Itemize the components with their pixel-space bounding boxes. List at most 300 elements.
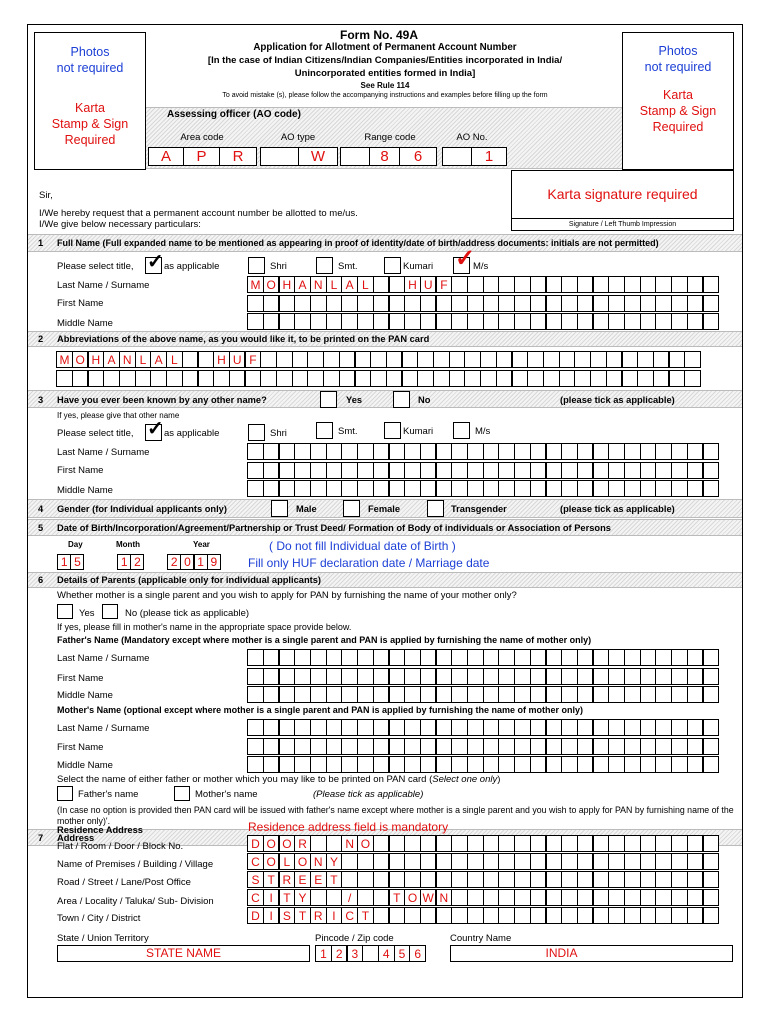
s2-abbrev-grid-1-cell[interactable]: A [103, 351, 120, 368]
s6-father-first-name-grid-cell[interactable] [608, 668, 625, 685]
s7-town-grid-cell[interactable] [420, 907, 437, 924]
s2-abbrev-grid-1-cell[interactable] [622, 351, 639, 368]
s7-road-grid-cell[interactable] [483, 871, 500, 888]
s6-no-checkbox[interactable] [102, 604, 118, 619]
s7-premises-grid-cell[interactable] [671, 853, 688, 870]
s2-abbrev-grid-2-cell[interactable] [606, 370, 623, 387]
s6-mother-middle-name-grid-cell[interactable] [624, 756, 641, 773]
s6-mother-first-name-grid-cell[interactable] [294, 738, 311, 755]
s6-mother-first-name-grid-cell[interactable] [310, 738, 327, 755]
s6-father-first-name-grid-cell[interactable] [436, 668, 453, 685]
s6-mother-middle-name-grid-cell[interactable] [530, 756, 547, 773]
s6-mother-first-name-grid-cell[interactable] [341, 738, 358, 755]
s3-middle-name-grid-cell[interactable] [561, 480, 578, 497]
s3-last-name-grid-cell[interactable] [247, 443, 264, 460]
s7-flat-grid-cell[interactable]: N [341, 835, 358, 852]
s7-town-grid-cell[interactable] [640, 907, 657, 924]
s6-mother-first-name-grid-cell[interactable] [546, 738, 563, 755]
s1-first-name-grid-cell[interactable] [498, 295, 515, 312]
s6-mother-last-name-grid-cell[interactable] [420, 719, 437, 736]
s1-last-name-grid-cell[interactable]: O [263, 276, 280, 293]
s2-abbrev-grid-1-cell[interactable] [543, 351, 560, 368]
s6-father-first-name-grid-cell[interactable] [624, 668, 641, 685]
s2-abbrev-grid-1-cell[interactable] [182, 351, 199, 368]
s3-first-name-grid-cell[interactable] [514, 462, 531, 479]
s2-abbrev-grid-1-cell[interactable] [339, 351, 356, 368]
s1-first-name-grid-cell[interactable] [608, 295, 625, 312]
ao-area-2[interactable]: P [183, 147, 220, 166]
s1-first-name-grid-cell[interactable] [357, 295, 374, 312]
s2-abbrev-grid-1-cell[interactable] [433, 351, 450, 368]
ao-area-3[interactable]: R [219, 147, 257, 166]
s3-first-name-grid-cell[interactable] [373, 462, 390, 479]
s6-father-middle-name-grid-cell[interactable] [640, 686, 657, 703]
s7-road-grid-cell[interactable]: T [326, 871, 343, 888]
s7-area-grid-cell[interactable] [530, 889, 547, 906]
s1-middle-name-grid-cell[interactable] [577, 313, 594, 330]
s6-mother-first-name-grid-cell[interactable] [436, 738, 453, 755]
s6-mother-middle-name-grid-cell[interactable] [326, 756, 343, 773]
s3-middle-name-grid-cell[interactable] [703, 480, 720, 497]
s2-abbrev-grid-1-cell[interactable] [323, 351, 340, 368]
s6-father-first-name-grid-cell[interactable] [326, 668, 343, 685]
s7-road-grid-cell[interactable] [341, 871, 358, 888]
s2-abbrev-grid-2-cell[interactable] [653, 370, 670, 387]
s1-first-name-grid-cell[interactable] [420, 295, 437, 312]
s7-premises-grid-cell[interactable] [530, 853, 547, 870]
s2-abbrev-grid-1-cell[interactable] [464, 351, 481, 368]
s6-father-first-name-grid-cell[interactable] [514, 668, 531, 685]
s1-last-name-grid-cell[interactable] [561, 276, 578, 293]
s7-premises-grid-cell[interactable]: N [310, 853, 327, 870]
s3-smt-checkbox[interactable] [316, 422, 333, 439]
s7-flat-grid-cell[interactable] [530, 835, 547, 852]
s6-father-last-name-grid-cell[interactable] [498, 649, 515, 666]
s4-female-checkbox[interactable] [343, 500, 360, 517]
s6-father-first-name-grid-cell[interactable] [341, 668, 358, 685]
s3-first-name-grid-cell[interactable] [436, 462, 453, 479]
s7-premises-grid-cell[interactable]: O [294, 853, 311, 870]
s7-road-grid[interactable] [248, 871, 719, 888]
s3-last-name-grid-cell[interactable] [577, 443, 594, 460]
s7-area-grid-cell[interactable] [357, 889, 374, 906]
s3-middle-name-grid-cell[interactable] [514, 480, 531, 497]
s3-middle-name-grid-cell[interactable] [389, 480, 406, 497]
s3-middle-name-grid-cell[interactable] [640, 480, 657, 497]
s6-father-last-name-grid-cell[interactable] [389, 649, 406, 666]
s6-mother-middle-name-grid-cell[interactable] [279, 756, 296, 773]
s7-flat-grid-cell[interactable]: O [263, 835, 280, 852]
s5-day-1[interactable]: 1 [57, 554, 71, 570]
s2-abbrev-grid-2-cell[interactable] [150, 370, 167, 387]
s2-abbrev-grid-1-cell[interactable] [637, 351, 654, 368]
s7-road-grid-cell[interactable] [624, 871, 641, 888]
s6-father-middle-name-grid-cell[interactable] [593, 686, 610, 703]
s6-father-last-name-grid-cell[interactable] [373, 649, 390, 666]
s6-mother-last-name-grid-cell[interactable] [593, 719, 610, 736]
s7-area-grid-cell[interactable] [467, 889, 484, 906]
s2-abbrev-grid-2-cell[interactable] [370, 370, 387, 387]
s6-mother-middle-name-grid-cell[interactable] [514, 756, 531, 773]
s6-father-last-name-grid-cell[interactable] [279, 649, 296, 666]
ao-range-2[interactable]: 8 [369, 147, 400, 166]
s6-mother-last-name-grid-cell[interactable] [483, 719, 500, 736]
s3-first-name-grid-cell[interactable] [279, 462, 296, 479]
s6-mother-middle-name-grid-cell[interactable] [655, 756, 672, 773]
s6-mother-middle-name-grid-cell[interactable] [451, 756, 468, 773]
s3-middle-name-grid-cell[interactable] [420, 480, 437, 497]
s1-last-name-grid-cell[interactable] [624, 276, 641, 293]
s1-middle-name-grid-cell[interactable] [263, 313, 280, 330]
s7-town-grid-cell[interactable] [577, 907, 594, 924]
s6-father-last-name-grid-cell[interactable] [404, 649, 421, 666]
s3-last-name-grid-cell[interactable] [498, 443, 515, 460]
s6-mother-first-name-grid-cell[interactable] [561, 738, 578, 755]
s2-abbrev-grid-2-cell[interactable] [276, 370, 293, 387]
s6-mother-middle-name-grid-cell[interactable] [420, 756, 437, 773]
s6-mother-first-name-grid-cell[interactable] [671, 738, 688, 755]
s1-middle-name-grid-cell[interactable] [687, 313, 704, 330]
s6-mother-middle-name-grid-cell[interactable] [294, 756, 311, 773]
s2-abbrev-grid-1-cell[interactable] [402, 351, 419, 368]
s1-last-name-grid-cell[interactable]: F [436, 276, 453, 293]
s6-mother-middle-name-grid-cell[interactable] [310, 756, 327, 773]
s7-area-grid-cell[interactable] [373, 889, 390, 906]
s7-road-grid-cell[interactable] [608, 871, 625, 888]
s2-abbrev-grid-1-cell[interactable] [512, 351, 529, 368]
s1-last-name-grid-cell[interactable] [389, 276, 406, 293]
s2-abbrev-grid-2-cell[interactable] [574, 370, 591, 387]
s7-area-grid-cell[interactable] [498, 889, 515, 906]
s7-area-grid-cell[interactable] [593, 889, 610, 906]
s3-last-name-grid-cell[interactable] [373, 443, 390, 460]
s7-premises-grid-cell[interactable] [655, 853, 672, 870]
s1-middle-name-grid-cell[interactable] [640, 313, 657, 330]
s7-flat-grid-cell[interactable] [467, 835, 484, 852]
s1-first-name-grid-cell[interactable] [483, 295, 500, 312]
s7-area-grid-cell[interactable] [703, 889, 720, 906]
s6-mother-middle-name-grid-cell[interactable] [593, 756, 610, 773]
s3-first-name-grid-cell[interactable] [703, 462, 720, 479]
s7-town-grid-cell[interactable] [467, 907, 484, 924]
s7-area-grid-cell[interactable]: I [263, 889, 280, 906]
s7-flat-grid-cell[interactable] [514, 835, 531, 852]
s1-kumari-checkbox[interactable] [384, 257, 401, 274]
s6-mother-middle-name-grid-cell[interactable] [687, 756, 704, 773]
s1-middle-name-grid-cell[interactable] [530, 313, 547, 330]
s1-first-name-grid-cell[interactable] [640, 295, 657, 312]
s6-father-middle-name-grid-cell[interactable] [514, 686, 531, 703]
s3-first-name-grid-cell[interactable] [530, 462, 547, 479]
s7-flat-grid-cell[interactable] [483, 835, 500, 852]
s6-father-middle-name-grid-cell[interactable] [577, 686, 594, 703]
s2-abbrev-grid-1-cell[interactable] [606, 351, 623, 368]
s6-mother-middle-name-grid-cell[interactable] [357, 756, 374, 773]
s6-father-middle-name-grid-cell[interactable] [703, 686, 720, 703]
s6-mother-first-name-grid-cell[interactable] [373, 738, 390, 755]
s2-abbrev-grid-2-cell[interactable] [72, 370, 89, 387]
s5-year-3[interactable]: 1 [194, 554, 208, 570]
s6-father-middle-name-grid-cell[interactable] [655, 686, 672, 703]
s7-town-grid-cell[interactable] [624, 907, 641, 924]
s7-flat-grid-cell[interactable] [326, 835, 343, 852]
s3-first-name-grid-cell[interactable] [687, 462, 704, 479]
s6-father-last-name-grid-cell[interactable] [608, 649, 625, 666]
s7-flat-grid-cell[interactable]: O [279, 835, 296, 852]
s3-first-name-grid-cell[interactable] [341, 462, 358, 479]
s7-town-grid-cell[interactable]: I [326, 907, 343, 924]
s6-father-first-name-grid[interactable] [248, 668, 719, 685]
s6-father-first-name-grid-cell[interactable] [263, 668, 280, 685]
s3-middle-name-grid-cell[interactable] [687, 480, 704, 497]
s6-mother-last-name-grid-cell[interactable] [687, 719, 704, 736]
s7-road-grid-cell[interactable] [467, 871, 484, 888]
s7-flat-grid-cell[interactable] [546, 835, 563, 852]
s2-abbrev-grid-2[interactable] [57, 370, 701, 387]
s6-father-last-name-grid-cell[interactable] [624, 649, 641, 666]
s7-flat-grid-cell[interactable] [310, 835, 327, 852]
ao-range-1[interactable] [340, 147, 370, 166]
s3-last-name-grid-cell[interactable] [483, 443, 500, 460]
s1-middle-name-grid[interactable] [248, 313, 719, 330]
s7-town-grid-cell[interactable] [498, 907, 515, 924]
s2-abbrev-grid-1[interactable] [57, 351, 701, 368]
s5-month-grid[interactable] [118, 554, 144, 570]
s6-mother-first-name-grid-cell[interactable] [279, 738, 296, 755]
s6-father-last-name-grid-cell[interactable] [247, 649, 264, 666]
s1-middle-name-grid-cell[interactable] [436, 313, 453, 330]
s7-road-grid-cell[interactable]: R [279, 871, 296, 888]
s3-last-name-grid-cell[interactable] [671, 443, 688, 460]
s7-area-grid-cell[interactable]: C [247, 889, 264, 906]
s7-town-grid-cell[interactable] [389, 907, 406, 924]
s2-abbrev-grid-2-cell[interactable] [103, 370, 120, 387]
s6-father-first-name-grid-cell[interactable] [404, 668, 421, 685]
s7-area-grid-cell[interactable]: T [389, 889, 406, 906]
s2-abbrev-grid-2-cell[interactable] [637, 370, 654, 387]
s2-abbrev-grid-2-cell[interactable] [402, 370, 419, 387]
s7-flat-grid-cell[interactable] [404, 835, 421, 852]
s7-pincode-grid-cell[interactable]: 3 [347, 945, 364, 962]
s7-flat-grid-cell[interactable] [608, 835, 625, 852]
s3-first-name-grid-cell[interactable] [498, 462, 515, 479]
s6-father-middle-name-grid-cell[interactable] [404, 686, 421, 703]
s6-yes-checkbox[interactable] [57, 604, 73, 619]
s1-middle-name-grid-cell[interactable] [294, 313, 311, 330]
s6-mother-last-name-grid-cell[interactable] [624, 719, 641, 736]
s1-last-name-grid-cell[interactable] [514, 276, 531, 293]
s6-mother-last-name-grid[interactable] [248, 719, 719, 736]
s6-mother-last-name-grid-cell[interactable] [561, 719, 578, 736]
s1-middle-name-grid-cell[interactable] [341, 313, 358, 330]
s6-mother-middle-name-grid-cell[interactable] [404, 756, 421, 773]
s1-middle-name-grid-cell[interactable] [671, 313, 688, 330]
s6-mother-first-name-grid-cell[interactable] [357, 738, 374, 755]
s6-mother-last-name-grid-cell[interactable] [530, 719, 547, 736]
s6-father-middle-name-grid-cell[interactable] [624, 686, 641, 703]
s7-premises-grid-cell[interactable] [593, 853, 610, 870]
s2-abbrev-grid-1-cell[interactable]: M [56, 351, 73, 368]
s6-father-middle-name-grid[interactable] [248, 686, 719, 703]
s3-first-name-grid-cell[interactable] [294, 462, 311, 479]
s7-flat-grid-cell[interactable] [373, 835, 390, 852]
s3-middle-name-grid-cell[interactable] [357, 480, 374, 497]
s6-father-middle-name-grid-cell[interactable] [263, 686, 280, 703]
s1-last-name-grid-cell[interactable] [593, 276, 610, 293]
s3-last-name-grid-cell[interactable] [326, 443, 343, 460]
s1-first-name-grid-cell[interactable] [404, 295, 421, 312]
s6-father-middle-name-grid-cell[interactable] [546, 686, 563, 703]
s4-transgender-checkbox[interactable] [427, 500, 444, 517]
s1-first-name-grid-cell[interactable] [263, 295, 280, 312]
s2-abbrev-grid-1-cell[interactable]: H [88, 351, 105, 368]
s3-first-name-grid-cell[interactable] [483, 462, 500, 479]
s7-area-grid-cell[interactable] [326, 889, 343, 906]
s7-area-grid-cell[interactable] [561, 889, 578, 906]
s1-first-name-grid-cell[interactable] [341, 295, 358, 312]
s7-road-grid-cell[interactable]: S [247, 871, 264, 888]
s7-premises-grid-cell[interactable] [341, 853, 358, 870]
s6-mother-first-name-grid-cell[interactable] [420, 738, 437, 755]
s1-last-name-grid-cell[interactable] [687, 276, 704, 293]
s3-last-name-grid-cell[interactable] [640, 443, 657, 460]
s2-abbrev-grid-2-cell[interactable] [135, 370, 152, 387]
s3-middle-name-grid-cell[interactable] [608, 480, 625, 497]
s2-abbrev-grid-1-cell[interactable] [307, 351, 324, 368]
s6-father-last-name-grid-cell[interactable] [546, 649, 563, 666]
s3-first-name-grid-cell[interactable] [404, 462, 421, 479]
s2-abbrev-grid-1-cell[interactable]: O [72, 351, 89, 368]
s6-mother-middle-name-grid-cell[interactable] [498, 756, 515, 773]
s6-father-middle-name-grid-cell[interactable] [357, 686, 374, 703]
s6-father-first-name-grid-cell[interactable] [703, 668, 720, 685]
s6-father-last-name-grid-cell[interactable] [420, 649, 437, 666]
s6-father-middle-name-grid-cell[interactable] [687, 686, 704, 703]
s7-town-grid-cell[interactable] [546, 907, 563, 924]
s6-father-last-name-grid-cell[interactable] [467, 649, 484, 666]
s7-town-grid-cell[interactable]: T [294, 907, 311, 924]
s6-father-middle-name-grid-cell[interactable] [436, 686, 453, 703]
s6-father-first-name-grid-cell[interactable] [279, 668, 296, 685]
s6-mother-last-name-grid-cell[interactable] [247, 719, 264, 736]
s7-town-grid-cell[interactable] [608, 907, 625, 924]
s1-last-name-grid-cell[interactable] [703, 276, 720, 293]
s1-first-name-grid-cell[interactable] [389, 295, 406, 312]
s7-town-grid-cell[interactable]: S [279, 907, 296, 924]
s7-pincode-grid-cell[interactable]: 6 [409, 945, 426, 962]
s7-flat-grid-cell[interactable]: R [294, 835, 311, 852]
s7-premises-grid-cell[interactable] [608, 853, 625, 870]
s6-father-last-name-grid-cell[interactable] [436, 649, 453, 666]
s6-mother-middle-name-grid-cell[interactable] [341, 756, 358, 773]
s7-area-grid-cell[interactable] [451, 889, 468, 906]
s3-first-name-grid-cell[interactable] [263, 462, 280, 479]
s6-mother-first-name-grid-cell[interactable] [498, 738, 515, 755]
s3-last-name-grid-cell[interactable] [655, 443, 672, 460]
s3-middle-name-grid-cell[interactable] [483, 480, 500, 497]
s1-middle-name-grid-cell[interactable] [514, 313, 531, 330]
s6-mother-first-name-grid-cell[interactable] [389, 738, 406, 755]
s7-town-grid-cell[interactable] [404, 907, 421, 924]
s1-first-name-grid-cell[interactable] [655, 295, 672, 312]
s2-abbrev-grid-2-cell[interactable] [480, 370, 497, 387]
s6-mother-last-name-grid-cell[interactable] [263, 719, 280, 736]
s7-premises-grid-cell[interactable] [420, 853, 437, 870]
s7-area-grid-cell[interactable]: N [436, 889, 453, 906]
s1-middle-name-grid-cell[interactable] [310, 313, 327, 330]
s7-pincode-grid-cell[interactable]: 5 [394, 945, 411, 962]
s7-flat-grid-cell[interactable] [671, 835, 688, 852]
s3-last-name-grid-cell[interactable] [341, 443, 358, 460]
s1-shri-checkbox[interactable] [248, 257, 265, 274]
s3-last-name-grid-cell[interactable] [310, 443, 327, 460]
s1-smt-checkbox[interactable] [316, 257, 333, 274]
s6-mother-first-name-grid-cell[interactable] [530, 738, 547, 755]
ao-range-3[interactable]: 6 [399, 147, 437, 166]
s6-father-last-name-grid-cell[interactable] [357, 649, 374, 666]
s6-mother-first-name-grid-cell[interactable] [687, 738, 704, 755]
s3-first-name-grid-cell[interactable] [326, 462, 343, 479]
s3-middle-name-grid-cell[interactable] [593, 480, 610, 497]
s6-mother-middle-name-grid-cell[interactable] [436, 756, 453, 773]
s1-last-name-grid-cell[interactable] [671, 276, 688, 293]
s6-father-last-name-grid-cell[interactable] [530, 649, 547, 666]
s7-premises-grid-cell[interactable] [436, 853, 453, 870]
s6-mother-last-name-grid-cell[interactable] [451, 719, 468, 736]
s7-area-grid-cell[interactable]: T [279, 889, 296, 906]
s6-father-middle-name-grid-cell[interactable] [498, 686, 515, 703]
s7-premises-grid-cell[interactable] [483, 853, 500, 870]
s6-father-last-name-grid-cell[interactable] [514, 649, 531, 666]
s1-middle-name-grid-cell[interactable] [483, 313, 500, 330]
s1-middle-name-grid-cell[interactable] [247, 313, 264, 330]
s1-middle-name-grid-cell[interactable] [546, 313, 563, 330]
s7-town-grid-cell[interactable] [483, 907, 500, 924]
s2-abbrev-grid-1-cell[interactable] [260, 351, 277, 368]
s6-father-middle-name-grid-cell[interactable] [467, 686, 484, 703]
s6-father-first-name-grid-cell[interactable] [451, 668, 468, 685]
s2-abbrev-grid-1-cell[interactable]: U [229, 351, 246, 368]
s6-mother-first-name-grid-cell[interactable] [703, 738, 720, 755]
s7-town-grid-cell[interactable] [655, 907, 672, 924]
s7-flat-grid-cell[interactable] [655, 835, 672, 852]
s1-last-name-grid-cell[interactable]: A [341, 276, 358, 293]
s1-first-name-grid-cell[interactable] [326, 295, 343, 312]
s7-area-grid-cell[interactable] [608, 889, 625, 906]
s6-father-last-name-grid-cell[interactable] [577, 649, 594, 666]
s1-first-name-grid-cell[interactable] [703, 295, 720, 312]
s3-middle-name-grid-cell[interactable] [341, 480, 358, 497]
s7-premises-grid-cell[interactable] [373, 853, 390, 870]
s6-father-middle-name-grid-cell[interactable] [451, 686, 468, 703]
s7-town-grid-cell[interactable] [451, 907, 468, 924]
s7-road-grid-cell[interactable]: T [263, 871, 280, 888]
s7-premises-grid-cell[interactable]: L [279, 853, 296, 870]
s6-father-first-name-grid-cell[interactable] [357, 668, 374, 685]
s6-mother-last-name-grid-cell[interactable] [608, 719, 625, 736]
s6-mother-first-name-grid-cell[interactable] [483, 738, 500, 755]
s1-last-name-grid-cell[interactable]: L [357, 276, 374, 293]
s3-middle-name-grid-cell[interactable] [373, 480, 390, 497]
s6-mother-middle-name-grid-cell[interactable] [703, 756, 720, 773]
s2-abbrev-grid-2-cell[interactable] [213, 370, 230, 387]
s7-road-grid-cell[interactable] [420, 871, 437, 888]
s6-mother-middle-name-grid-cell[interactable] [247, 756, 264, 773]
s3-first-name-grid-cell[interactable] [561, 462, 578, 479]
s7-flat-grid-cell[interactable] [577, 835, 594, 852]
s5-year-1[interactable]: 2 [167, 554, 181, 570]
s6-mother-first-name-grid-cell[interactable] [514, 738, 531, 755]
